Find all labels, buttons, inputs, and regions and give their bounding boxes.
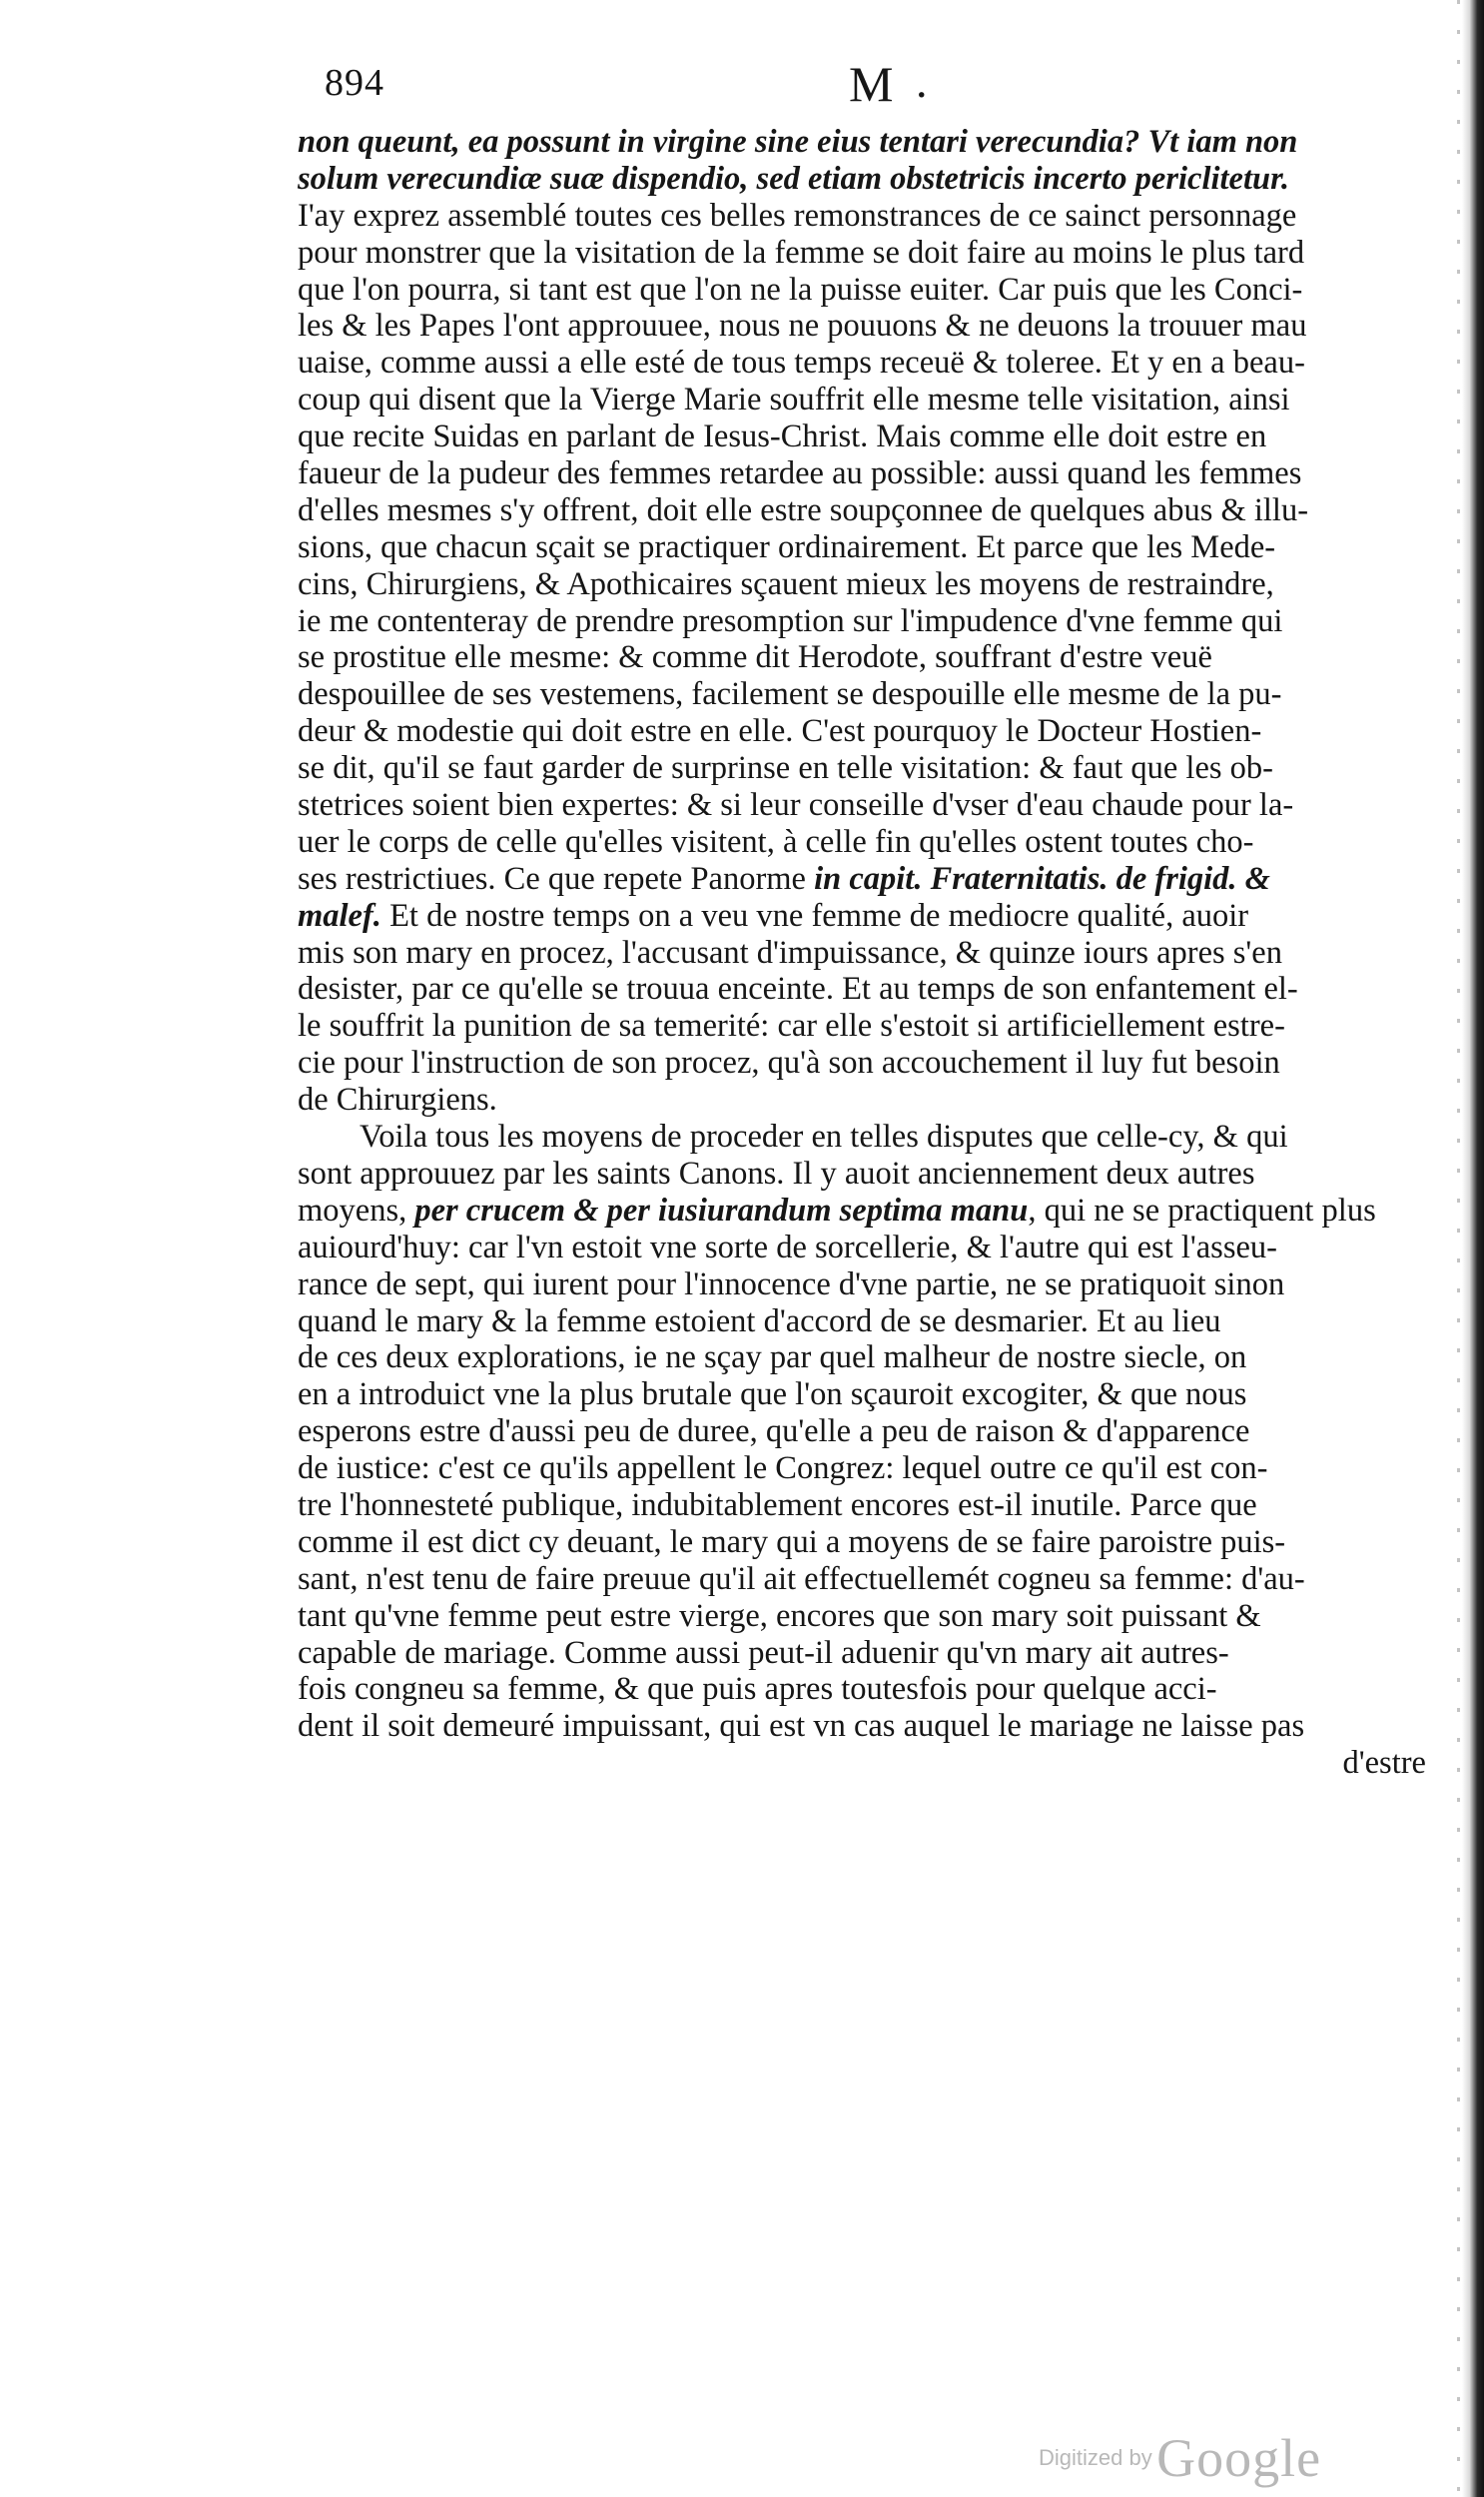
- text-segment: , qui ne se practiquent plus: [1028, 1192, 1376, 1229]
- text-segment: sant, n'est tenu de faire preuue qu'il ait effectuellemét cogneu sa femme: d'au-: [298, 1560, 1305, 1597]
- text-line: [298, 1193, 1426, 1230]
- text-line: [298, 198, 1426, 235]
- page-number: 894: [325, 62, 384, 104]
- text-segment: quand le mary & la femme estoient d'accord de se desmarier. Et au lieu: [298, 1302, 1221, 1339]
- text-segment: tre l'honnesteté publique, indubitablement encores est-il inutile. Parce que: [298, 1486, 1257, 1523]
- text-segment: fois congneu sa femme, & que puis apres toutesfois pour quelque acci-: [298, 1671, 1217, 1708]
- text-segment: le souffrit la punition de sa temerité: car elle s'estoit si artificiellement estre-: [298, 1008, 1285, 1045]
- running-head: M: [849, 56, 894, 112]
- text-segment: les & les Papes l'ont approuuee, nous ne pouuons & ne deuons la trouuer mau: [298, 308, 1307, 345]
- text-segment: moyens,: [298, 1192, 415, 1229]
- text-segment: comme il est dict cy deuant, le mary qui a moyens de se faire paroistre puis-: [298, 1523, 1286, 1560]
- text-segment: esperons estre d'aussi peu de duree, qu'elle a peu de raison & d'apparence: [298, 1413, 1250, 1450]
- text-line: [298, 935, 1426, 972]
- text-segment: dent il soit demeuré impuissant, qui est vn cas auquel le mariage ne laisse pas: [298, 1708, 1305, 1745]
- text-segment: mis son mary en procez, l'accusant d'impuissance, & quinze iours apres s'en: [298, 934, 1282, 971]
- text-segment: cins, Chirurgiens, & Apothicaires sçauent mieux les moyens de restraindre,: [298, 565, 1274, 602]
- text-line: [298, 345, 1426, 382]
- text-segment: rance de sept, qui iurent pour l'innocence d'vne partie, ne se pratiquoit sinon: [298, 1265, 1285, 1302]
- text-line: [298, 1671, 1426, 1708]
- text-line: [298, 382, 1426, 418]
- body-text: [298, 124, 1426, 1782]
- text-line: [298, 1708, 1426, 1745]
- page-header: [325, 55, 1443, 115]
- text-line: [298, 1635, 1426, 1672]
- text-line: [298, 1413, 1426, 1450]
- text-segment: se prostitue elle mesme: & comme dit Herodote, souffrant d'estre veuë: [298, 639, 1212, 676]
- text-segment: cie pour l'instruction de son procez, qu'à son accouchement il luy fut besoin: [298, 1045, 1280, 1082]
- latin-italic-text: malef.: [298, 897, 381, 934]
- text-line: [298, 1339, 1426, 1376]
- text-segment: stetrices soient bien expertes: & si leur conseille d'vser d'eau chaude pour la-: [298, 787, 1294, 824]
- text-segment: de Chirurgiens.: [298, 1082, 497, 1119]
- page-edge-marks: [1457, 0, 1460, 2497]
- text-segment: d'elles mesmes s'y offrent, doit elle estre soupçonnee de quelques abus & illu-: [298, 491, 1309, 528]
- latin-italic-text: in capit. Fraternitatis. de frigid. &: [814, 860, 1270, 897]
- running-head-dot: .: [916, 56, 928, 107]
- text-segment: despouillee de ses vestemens, facilement se despouille elle mesme de la pu-: [298, 676, 1282, 713]
- watermark-logo: Google: [1156, 2428, 1322, 2488]
- text-segment: que l'on pourra, si tant est que l'on ne la puisse euiter. Car puis que les Conci-: [298, 271, 1303, 308]
- text-line: [298, 1598, 1426, 1635]
- text-segment: deur & modestie qui doit estre en elle. C'est pourquoy le Docteur Hostien-: [298, 713, 1262, 750]
- text-line: [298, 1045, 1426, 1082]
- text-line: [298, 603, 1426, 640]
- text-line: [298, 161, 1426, 198]
- text-segment: faueur de la pudeur des femmes retardee au possible: aussi quand les femmes: [298, 455, 1302, 492]
- text-segment: ses restrictiues. Ce que repete Panorme: [298, 860, 815, 897]
- text-segment: tant qu'vne femme peut estre vierge, encores que son mary soit puissant &: [298, 1597, 1261, 1634]
- text-line: [298, 1450, 1426, 1487]
- text-segment: se dit, qu'il se faut garder de surprinse en telle visitation: & faut que les ob-: [298, 750, 1273, 787]
- page-edge-shadow: [1462, 0, 1484, 2497]
- text-line: [298, 787, 1426, 824]
- text-line: [298, 308, 1426, 345]
- text-segment: uer le corps de celle qu'elles visitent, à celle fin qu'elles ostent toutes cho-: [298, 823, 1254, 860]
- text-line: [298, 898, 1426, 935]
- text-line: [298, 418, 1426, 455]
- text-line: [298, 1230, 1426, 1266]
- text-line: [298, 639, 1426, 676]
- text-segment: ie me contenteray de prendre presomption sur l'impudence d'vne femme qui: [298, 602, 1283, 639]
- text-line: [298, 676, 1426, 713]
- text-line: [298, 750, 1426, 787]
- google-watermark: [1039, 2427, 1321, 2487]
- text-segment: de iustice: c'est ce qu'ils appellent le Congrez: lequel outre ce qu'il est con-: [298, 1450, 1268, 1487]
- text-line: [298, 971, 1426, 1008]
- text-line: [298, 529, 1426, 566]
- text-line: [298, 1524, 1426, 1561]
- text-segment: Voila tous les moyens de proceder en telles disputes que celle-cy, & qui: [360, 1119, 1288, 1156]
- text-segment: de ces deux explorations, ie ne sçay par quel malheur de nostre siecle, on: [298, 1339, 1247, 1376]
- text-line: [298, 1303, 1426, 1340]
- text-segment: que recite Suidas en parlant de Iesus-Christ. Mais comme elle doit estre en: [298, 418, 1267, 455]
- latin-italic-text: solum verecundiæ suæ dispendio, sed etiam obstetricis incerto periclitetur.: [298, 160, 1290, 197]
- text-line: [298, 1561, 1426, 1598]
- watermark-prefix: Digitized by: [1039, 2445, 1152, 2470]
- text-segment: I'ay exprez assemblé toutes ces belles remonstrances de ce sainct personnage: [298, 197, 1297, 234]
- text-line: [298, 1156, 1426, 1193]
- text-line: [298, 272, 1426, 309]
- text-line: [298, 455, 1426, 492]
- text-segment: desister, par ce qu'elle se trouua enceinte. Et au temps de son enfantement el-: [298, 971, 1298, 1008]
- latin-italic-text: non queunt, ea possunt in virgine sine eius tentari verecundia? Vt iam non: [298, 124, 1298, 160]
- text-line: [298, 235, 1426, 272]
- text-line: [298, 1082, 1426, 1119]
- text-segment: capable de mariage. Comme aussi peut-il aduenir qu'vn mary ait autres-: [298, 1634, 1229, 1671]
- text-segment: sont approuuez par les saints Canons. Il y auoit anciennement deux autres: [298, 1155, 1255, 1192]
- catchword: d'estre: [1342, 1745, 1426, 1782]
- text-line: [298, 492, 1426, 529]
- text-line: [298, 124, 1426, 161]
- latin-italic-text: per crucem & per iusiurandum septima manu: [414, 1192, 1029, 1229]
- text-line: [298, 1487, 1426, 1524]
- text-segment: en a introduict vne la plus brutale que l'on sçauroit excogiter, & que nous: [298, 1376, 1247, 1413]
- text-segment: coup qui disent que la Vierge Marie souffrit elle mesme telle visitation, ainsi: [298, 382, 1290, 418]
- text-segment: uaise, comme aussi a elle esté de tous temps receuë & toleree. Et y en a beau-: [298, 345, 1305, 382]
- text-segment: Et de nostre temps on a veu vne femme de mediocre qualité, auoir: [380, 897, 1249, 934]
- text-segment: sions, que chacun sçait se practiquer ordinairement. Et parce que les Mede-: [298, 528, 1276, 565]
- text-line: [298, 713, 1426, 750]
- text-line: [298, 861, 1426, 898]
- text-line: [298, 1376, 1426, 1413]
- text-line: [298, 566, 1426, 603]
- text-line: [298, 824, 1426, 861]
- text-line: [298, 1119, 1426, 1156]
- text-line: [298, 1008, 1426, 1045]
- text-segment: auiourd'huy: car l'vn estoit vne sorte de sorcellerie, & l'autre qui est l'asseu-: [298, 1229, 1277, 1265]
- text-line: [298, 1266, 1426, 1303]
- text-segment: pour monstrer que la visitation de la femme se doit faire au moins le plus tard: [298, 234, 1305, 271]
